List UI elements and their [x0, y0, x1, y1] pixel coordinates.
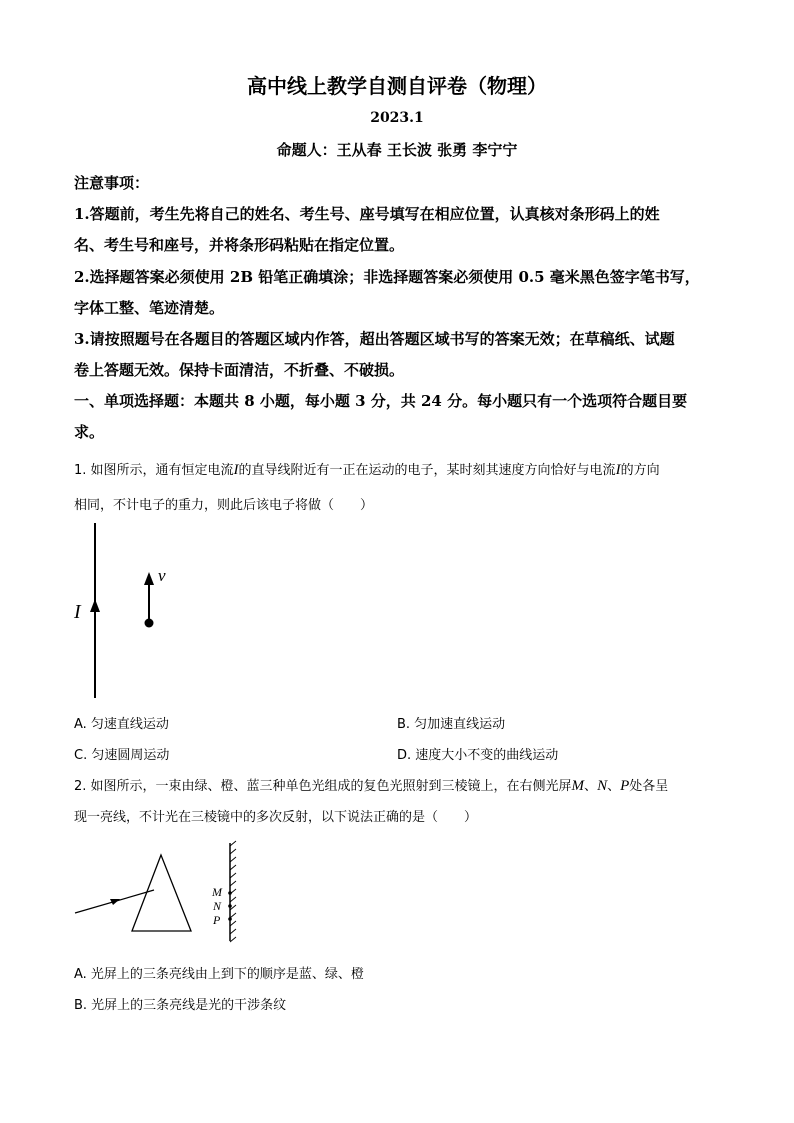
- q2-var-n: N: [597, 778, 608, 794]
- section-1-heading-line-1: 一、单项选择题：本题共 8 小题，每小题 3 分，共 24 分。每小题只有一个选项符合题目要: [74, 392, 688, 410]
- q2-stem-part-1: 2. 如图所示，一束由绿、橙、蓝三种单色光组成的复色光照射到三棱镜上，在右侧光屏: [74, 779, 572, 794]
- q1-option-c[interactable]: C. 匀速圆周运动: [74, 748, 170, 763]
- notice-heading: 注意事项：: [74, 174, 150, 192]
- q2-label-n: N: [213, 899, 222, 913]
- notice-item-1-line-2: 名、考生号和座号，并将条形码粘贴在指定位置。: [74, 236, 405, 254]
- q1-option-b[interactable]: B. 匀加速直线运动: [397, 717, 506, 732]
- q2-stem-part-2: 处各呈: [629, 779, 669, 794]
- q1-label-current: I: [74, 601, 81, 623]
- q2-label-m: M: [212, 885, 222, 899]
- q2-var-m: M: [571, 778, 585, 794]
- q1-figure: [60, 515, 220, 705]
- q1-stem-part-3: 的方向: [620, 463, 660, 478]
- q1-option-a[interactable]: A. 匀速直线运动: [74, 717, 169, 732]
- exam-date: 2023.1: [370, 110, 424, 126]
- q1-electron-dot: [145, 619, 154, 628]
- q2-point-m: [228, 891, 232, 895]
- q2-stem-line-2: 现一亮线，不计光在三棱镜中的多次反射，以下说法正确的是（ ）: [74, 810, 478, 825]
- notice-item-3-line-2: 卷上答题无效。保持卡面清洁，不折叠、不破损。: [74, 361, 405, 379]
- q1-stem-line-2: 相同，不计电子的重力，则此后该电子将做（ ）: [74, 498, 374, 513]
- q2-var-p: P: [620, 778, 630, 794]
- q2-point-p: [228, 917, 232, 921]
- notice-item-2-line-2: 字体工整、笔迹清楚。: [74, 299, 225, 317]
- q1-stem-line-1: [74, 459, 660, 479]
- q2-ray-arrow-icon: [110, 899, 120, 905]
- q1-var-current-2: I: [615, 462, 621, 478]
- q2-figure: [70, 838, 250, 948]
- page-title: 高中线上教学自测自评卷（物理）: [247, 74, 547, 98]
- notice-item-2-line-1: 2.选择题答案必须使用 2B 铅笔正确填涂；非选择题答案必须使用 0.5 毫米黑色签字笔书写，: [74, 268, 700, 286]
- q1-stem-part-2: 的直导线附近有一正在运动的电子，某时刻其速度方向恰好与电流: [238, 463, 616, 478]
- q2-sep-2: 、: [607, 779, 621, 794]
- exam-authors: 命题人：王从春 王长波 张勇 李宁宁: [276, 141, 518, 159]
- q2-label-p: P: [213, 913, 221, 927]
- q1-velocity-arrow-icon: [144, 572, 154, 585]
- q1-option-d[interactable]: D. 速度大小不变的曲线运动: [397, 748, 559, 763]
- q1-current-arrow-icon: [90, 599, 100, 612]
- q1-label-velocity: v: [158, 566, 166, 585]
- q2-option-a[interactable]: A. 光屏上的三条亮线由上到下的顺序是蓝、绿、橙: [74, 967, 364, 982]
- q2-stem-line-1: [74, 775, 668, 795]
- q2-prism: [132, 855, 191, 931]
- q2-option-b[interactable]: B. 光屏上的三条亮线是光的干涉条纹: [74, 998, 287, 1013]
- notice-item-3-line-1: 3.请按照题号在各题目的答题区域内作答，超出答题区域书写的答案无效；在草稿纸、试题: [74, 330, 675, 348]
- q1-var-current: I: [233, 462, 239, 478]
- q1-stem-part-1: 1. 如图所示，通有恒定电流: [74, 463, 234, 478]
- q2-sep-1: 、: [584, 779, 598, 794]
- section-1-heading-line-2: 求。: [74, 423, 105, 441]
- q2-point-n: [228, 904, 232, 908]
- notice-item-1-line-1: 1.答题前，考生先将自己的姓名、考生号、座号填写在相应位置，认真核对条形码上的姓: [74, 205, 660, 223]
